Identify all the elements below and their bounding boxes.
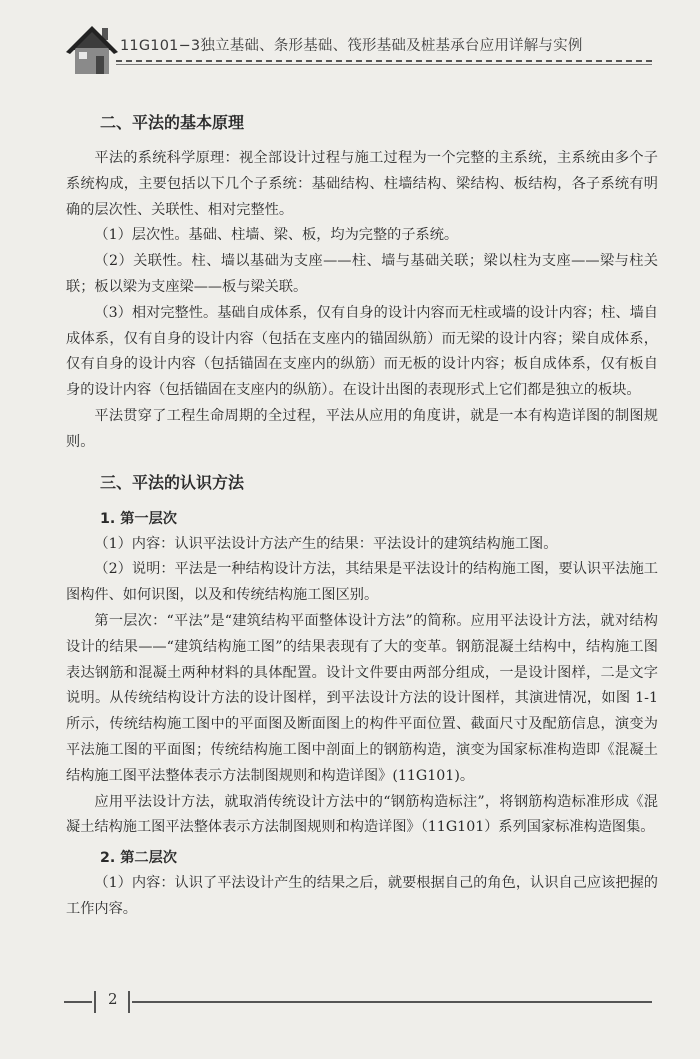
- header-rule: [116, 60, 652, 62]
- paragraph: （3）相对完整性。基础自成体系，仅有自身的设计内容而无柱或墙的设计内容；柱、墙自成体系，仅有自身的设计内容（包括在支座内的锚固纵筋）而无梁的设计内容；梁自成体系，仅有自身的设计内容（包括锚固在支座内的纵筋）而无板的设计内容；板自成体系，仅有板自身的设计内容（包括锚固在支座内的纵筋）。在设计出图的表现形式上它们都是独立的板块。: [66, 304, 658, 399]
- section-heading-methods: 三、平法的认识方法: [100, 472, 245, 492]
- section-heading-principles: 二、平法的基本原理: [100, 113, 245, 132]
- house-icon: [66, 22, 118, 78]
- paragraph: （1）内容：认识了平法设计产生的结果之后，就要根据自己的角色，认识自己应该把握的工作内容。: [66, 875, 658, 917]
- paragraph: （2）关联性。柱、墙以基础为支座——柱、墙与基础关联；梁以柱为支座——梁与柱关联；板以梁为支座梁——板与梁关联。: [66, 253, 658, 295]
- paragraph: 平法的系统科学原理：视全部设计过程与施工过程为一个完整的主系统，主系统由多个子系统构成，主要包括以下几个子系统：基础结构、柱墙结构、梁结构、板结构，各子系统有明确的层次性、关联性、相对完整性。: [66, 150, 658, 218]
- footer-divider: [94, 991, 96, 1013]
- page-body: [66, 104, 658, 923]
- paragraph: 应用平法设计方法，就取消传统设计方法中的“钢筋构造标注”，将钢筋构造标准形成《混凝土结构施工图平法整体表示方法制图规则和构造详图》（11G101）系列国家标准构造图集。: [66, 793, 658, 836]
- subheading-level-2: 2. 第二层次: [100, 850, 177, 867]
- running-header-title: 11G101−3独立基础、条形基础、筏形基础及桩基承台应用详解与实例: [120, 38, 583, 54]
- page-number: 2: [108, 990, 118, 1008]
- paragraph: 第一层次：“平法”是“建筑结构平面整体设计方法”的简称。应用平法设计方法，就对结构设计的结果——“建筑结构施工图”的结果表现有了大的变革。钢筋混凝土结构中，结构施工图表达钢筋和混凝土两种材料的具体配置。设计文件要由两部分组成，一是设计图样，二是文字说明。从传统结构设计方法的设计图样，到平法设计方法的设计图样，其演进情况，如图 1-1 所示，传统结构施工图中的平面图及断面图上的构件平面位置、截面尺寸及配筋信息，演变为平法施工图的平面图；传统结构施工图中剖面上的钢筋构造，演变为国家标准构造即《混凝土结构施工图平法整体表示方法制图规则和构造详图》(11G101)。: [66, 612, 658, 784]
- page-footer: [0, 985, 700, 1025]
- footer-rule-left: [64, 1001, 92, 1003]
- footer-rule-right: [132, 1001, 652, 1003]
- subheading-level-1: 1. 第一层次: [100, 510, 177, 527]
- paragraph: （1）内容：认识平法设计方法产生的结果：平法设计的建筑结构施工图。: [94, 535, 558, 552]
- page-header: [0, 0, 700, 82]
- header-rule-thin: [116, 64, 652, 65]
- paragraph: 平法贯穿了工程生命周期的全过程，平法从应用的角度讲，就是一本有构造详图的制图规则。: [66, 407, 658, 450]
- footer-divider: [128, 991, 130, 1013]
- paragraph: （1）层次性。基础、柱墙、梁、板，均为完整的子系统。: [94, 227, 459, 244]
- paragraph: （2）说明：平法是一种结构设计方法，其结果是平法设计的结构施工图，要认识平法施工图构件、如何识图，以及和传统结构施工图区别。: [66, 561, 658, 604]
